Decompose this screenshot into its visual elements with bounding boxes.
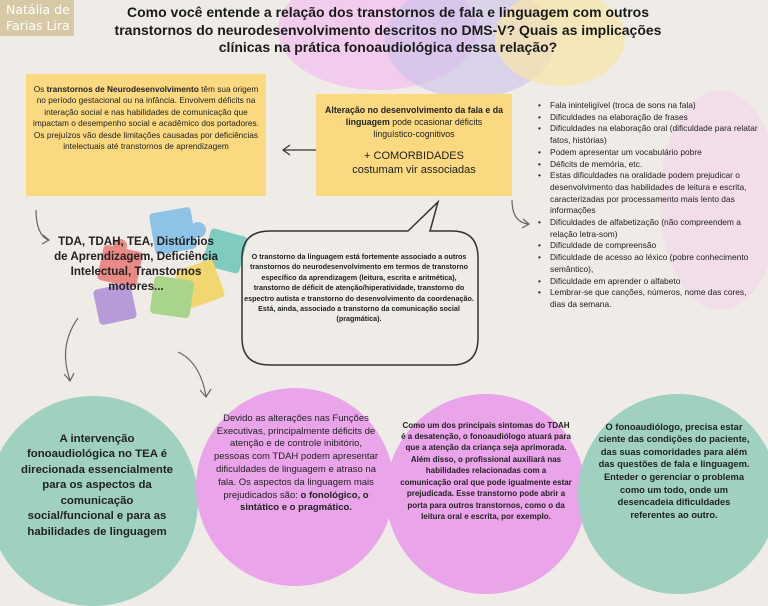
circle-speech-therapist [578,394,768,594]
arrow-to-circle1 [66,318,79,380]
note-left-rest: têm sua origem no período gestacional ou na infância. Envolvem déficits na interação social e nas habilidades de comunicação que impactam o desempenho social e acadêmico dos portadores. Os prejuízos vão desde limitações causadas por deficiências intelectuais até transtornos de aprendizagem [33,84,259,152]
circle-tea-text: A intervenção fonoaudiológica no TEA é direcionada essencialmente para os aspectos da comunicação social/funcional e para as habilidades de linguagem [21,432,173,538]
sticky-note-speech-language [316,94,512,196]
author-name-line1: Natália de [6,2,70,17]
circle-tdah-attention [386,394,586,594]
list-item: • Lembrar-se que canções, números, nome das cores, dias da semana. [550,287,758,310]
arrow-note-to-disorders [36,210,48,240]
note-center-bold: Alteração no desenvolvimento da fala e da linguagem [325,105,503,128]
list-item: • Déficits de memória, etc. [550,159,758,171]
sticky-note-neurodevelopment [26,74,266,196]
list-item: • Podem apresentar um vocabulário pobre [550,147,758,159]
author-label [0,0,74,36]
arrow-to-circle2 [178,352,206,396]
list-item: • Dificuldade de compreensão [550,240,758,252]
difficulties-bullet-list [536,100,758,311]
circle-tdah-language [196,388,394,586]
list-item: • Dificuldades na elaboração de frases [550,112,758,124]
list-item: • Dificuldade de acesso ao léxico (pobre conhecimento semântico), [550,252,758,275]
comorbidities-text [324,149,504,177]
page-title: Como você entende a relação dos transtornos de fala e linguagem com outros transtornos do neurodesenvolvimento descritos no DMS-V? Quais as implicações clínicas na prática fonoaudiológica dessa relação? [114,4,662,55]
list-item: • Dificuldades na elaboração oral (dificuldade para relatar fatos, histórias) [550,123,758,146]
circle-tdah-attention-text: Como um dos principais sintomas do TDAH é a desatenção, o fonoaudiólogo atuará para que a atenção da criança seja aprimorada. Além disso, o profissional auxiliará nas habilidades relacionadas com a comunicação oral que pode igualmente estar prejudicada. Esse transtorno pode abrir a porta para outros transtornos, como o da leitura oral e escrita, por exemplo. [400,420,572,521]
circle-speech-therapist-text: O fonoaudiólogo, precisa estar ciente das condições do paciente, das suas comoridades para além das questões de fala e linguagem. Enteder o gerenciar o problema como um todo, onde um desencadeia dificuldades referentes ao outro. [598,421,750,520]
note-left-pre: Os [33,84,47,94]
list-item: • Estas dificuldades na oralidade podem prejudicar o desenvolvimento das habilidades de leitura e escrita, caracterizadas por processamento mais lento das informações [550,170,758,217]
list-item: • Dificuldades de alfabetização (não compreendem a relação letra-som) [550,217,758,240]
list-item: • Dificuldade em aprender o alfabeto [550,276,758,288]
speech-bubble-text: O transtorno da linguagem está fortemente associado a outros transtornos do neurodesenvolvimento em termos de transtorno específico da aprendizagem (leitura, escrita e aritmética), transtorno de déficit de atenção/hiperatividade, transtorno do espectro autista e transtorno do desenvolvimento da coordenação. Está, ainda, associado a transtorno da comunicação social (pragmática). [244,252,474,324]
list-item: • Fala ininteligível (troca de sons na fala) [550,100,758,112]
disorders-list-heading: TDA, TDAH, TEA, Distúrbios de Aprendizagem, Deficiência Intelectual, Transtornos motores... [54,235,218,293]
comorbidities-line2: costumam vir associadas [352,163,476,176]
comorbidities-line1: + COMORBIDADES [364,149,464,162]
note-left-bold: transtornos de Neurodesenvolvimento [46,84,199,94]
author-name-line2: Farias Lira [6,18,70,33]
circle-tdah-language-bold: o fonológico, o sintático e o pragmático. [240,489,369,514]
note-center-paragraph [324,104,504,141]
circle-tdah-language-body: Devido as alterações nas Funções Executivas, principalmente déficits de atenção e de controle inibitório, pessoas com TDAH podem apresentar dificuldades de linguagem e atraso na fala. Os aspectos da linguagem mais prejudicados são: [213,412,379,501]
note-center-rest: pode ocasionar déficits linguístico-cognitivos [373,117,483,140]
circle-tdah-language-text [212,413,380,515]
